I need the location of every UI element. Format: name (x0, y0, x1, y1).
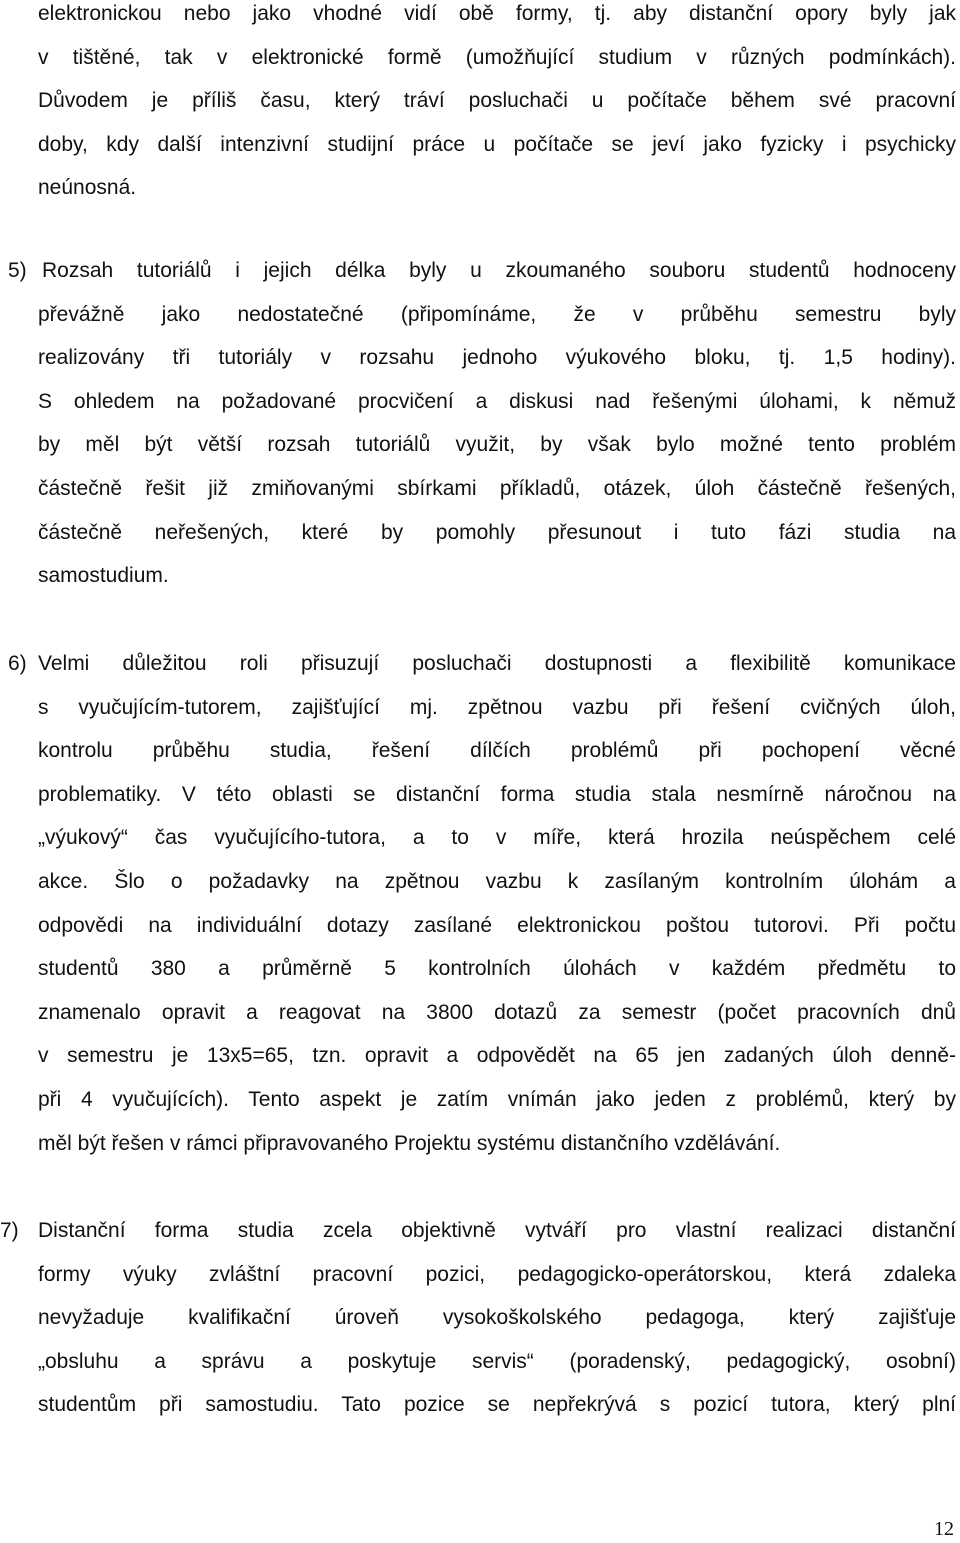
text-line: částečně neřešených, které by pomohly přesunout i tuto fázi studia na (38, 520, 956, 544)
text-line: „výukový“ čas vyučujícího-tutora, a to v míře, která hrozila neúspěchem celé (38, 826, 956, 850)
list-number-6: 6) (8, 652, 27, 675)
text-line: studentů 380 a průměrně 5 kontrolních úlohách v každém předmětu to (38, 957, 956, 981)
text-line: Distanční forma studia zcela objektivně vytváří pro vlastní realizaci distanční (38, 1219, 956, 1242)
text-line: „obsluhu a správu a poskytuje servis“ (poradenský, pedagogický, osobní) (38, 1349, 956, 1373)
list-item-5 (38, 249, 956, 598)
text-line: nevyžaduje kvalifikační úroveň vysokoškolského pedagoga, který zajišťuje (38, 1306, 956, 1330)
text-line: by měl být větší rozsah tutoriálů využit, by však bylo možné tento problém (38, 433, 956, 457)
text-line: s vyučujícím-tutorem, zajišťující mj. zpětnou vazbu při řešení cvičných úloh, (38, 695, 956, 719)
text-line: měl být řešen v rámci připravovaného Projektu systému distančního vzdělávání. (38, 1131, 781, 1155)
text-line: Důvodem je příliš času, který tráví posluchači u počítače během své pracovní (38, 89, 956, 113)
text-line: v tištěné, tak v elektronické formě (umožňující studium v různých podmínkách). (38, 45, 956, 69)
text-line: Rozsah tutoriálů i jejich délka byly u zkoumaného souboru studentů hodnoceny (42, 259, 956, 282)
list-number-5: 5) (8, 259, 27, 282)
text-line: částečně řešit již zmiňovanými sbírkami příkladů, otázek, úloh částečně řešených, (38, 476, 956, 500)
text-line: znamenalo opravit a reagovat na 3800 dotazů za semestr (počet pracovních dnů (38, 1000, 956, 1024)
list-item-6 (38, 642, 956, 1165)
text-line: akce. Šlo o požadavky na zpětnou vazbu k zasílaným kontrolním úlohám a (38, 869, 956, 893)
page-number: 12 (934, 1518, 954, 1540)
text-line: samostudium. (38, 564, 169, 588)
list-number-7: 7) (0, 1219, 19, 1242)
text-line: při 4 vyučujících). Tento aspekt je zatím vnímán jako jeden z problémů, který by (38, 1087, 956, 1111)
text-line: kontrolu průběhu studia, řešení dílčích problémů při pochopení věcné (38, 739, 956, 763)
text-line: v semestru je 13x5=65, tzn. opravit a odpovědět na 65 jen zadaných úloh denně- (38, 1044, 956, 1068)
text-line: problematiky. V této oblasti se distanční forma studia stala nesmírně náročnou na (38, 782, 956, 806)
text-line: studentům při samostudiu. Tato pozice se nepřekrývá s pozicí tutora, který plní (38, 1393, 956, 1417)
text-line: Velmi důležitou roli přisuzují posluchači dostupnosti a flexibilitě komunikace (38, 652, 956, 675)
paragraph-top (38, 0, 956, 210)
text-line: realizovány tři tutoriály v rozsahu jednoho výukového bloku, tj. 1,5 hodiny). (38, 346, 956, 370)
text-line: formy výuky zvláštní pracovní pozici, pedagogicko-operátorskou, která zdaleka (38, 1262, 956, 1286)
text-line: doby, kdy další intenzivní studijní práce u počítače se jeví jako fyzicky i psychicky (38, 132, 956, 156)
text-line: převážně jako nedostatečné (připomínáme, že v průběhu semestru byly (38, 302, 956, 326)
text-line: S ohledem na požadované procvičení a diskusi nad řešenými úlohami, k němuž (38, 389, 956, 413)
list-item-7 (38, 1209, 956, 1427)
text-line: elektronickou nebo jako vhodné vidí obě formy, tj. aby distanční opory byly jak (38, 2, 956, 25)
text-line: neúnosná. (38, 176, 137, 200)
text-line: odpovědi na individuální dotazy zasílané elektronickou poštou tutorovi. Při počtu (38, 913, 956, 937)
